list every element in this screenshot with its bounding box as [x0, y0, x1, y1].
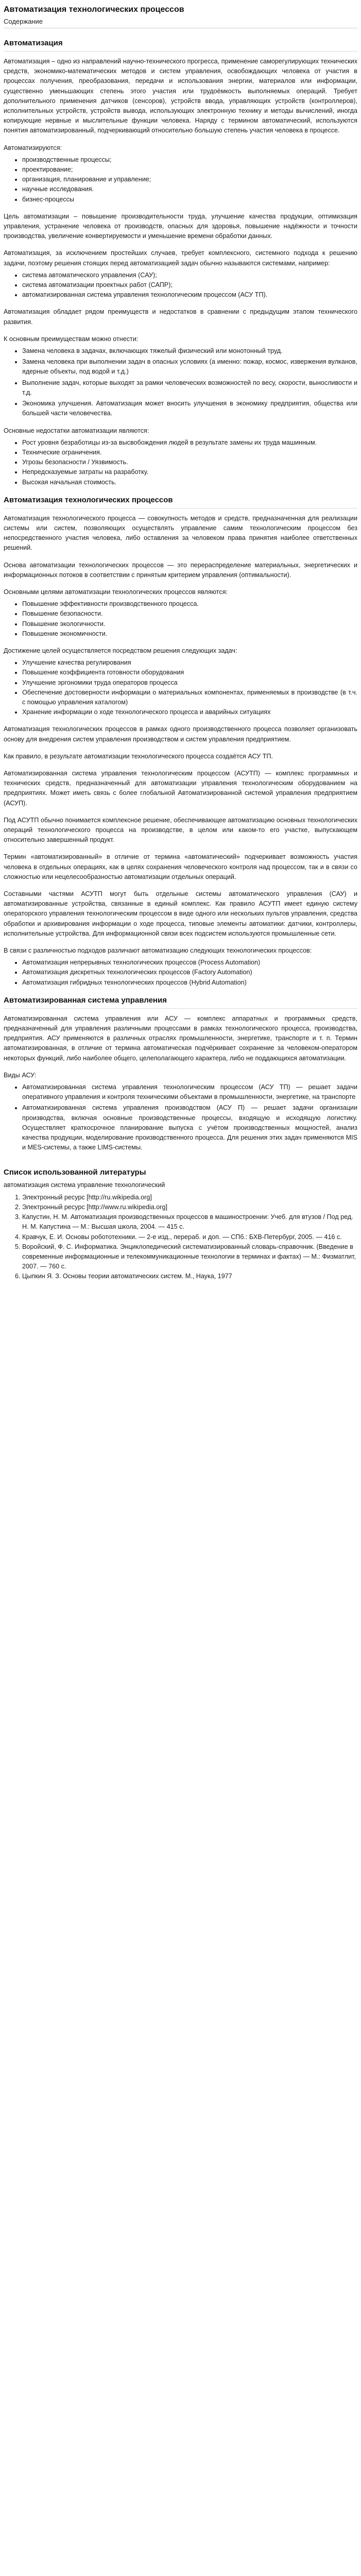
section-automation: [4, 38, 357, 487]
paragraph: Термин «автоматизированный» в отличие от термина «автоматический» подчеркивает возможность участия человека в отдельных операциях, как в целях сохранения человеческого контроля над процессом, так и в связи со сложностью или нецелесообразностью автоматизации отдельных операций.: [4, 853, 357, 880]
paragraph: Основа автоматизации технологических процессов — это перераспределение материальных, энергетических и информационных потоков в соответствии с принятым критерием управления (оптимальности).: [4, 561, 357, 579]
document-title: Автоматизация технологических процессов: [4, 5, 184, 14]
paragraph: Достижение целей осуществляется посредством решения следующих задач:: [4, 647, 237, 654]
reference-item: 1. Электронный ресурс [http://ru.wikipedia.org]: [22, 1193, 357, 1202]
paragraph: Автоматизация обладает рядом преимуществ и недостатков в сравнении с предыдущим этапом технического развития.: [4, 308, 357, 326]
list-item: • Непредсказуемые затраты на разработку.: [22, 467, 357, 477]
section-title: Автоматизация: [4, 39, 63, 47]
reference-item: 3. Капустин, Н. М. Автоматизация производственных процессов в машиностроении: Учеб. для втузов / Под ред. Н. М. Капустина — М.: Высшая школа, 2004. — 415 с.: [22, 1212, 357, 1232]
section-title: Автоматизированная система управления: [4, 995, 167, 1005]
list-item: • Улучшение эргономики труда операторов процесса: [22, 678, 357, 688]
bullet-list: [4, 958, 357, 988]
bullet-list: [4, 438, 357, 487]
bullet-list: [4, 270, 357, 300]
paragraph: В связи с различностью подходов различают автоматизацию следующих технологических процессов:: [4, 947, 312, 955]
list-item: • Автоматизированная система управления технологическим процессом (АСУ ТП) — решает задачи оперативного управления и контроля техническими объектами в промышленности, энергетике, на транспорте: [22, 1082, 357, 1102]
list-item: • научные исследования.: [22, 184, 357, 194]
paragraph: Автоматизация, за исключением простейших случаев, требует комплексного, системного подхода к решению задачи, поэтому решения стоящих перед автоматизацией задач обычно называются системами, например:: [4, 249, 357, 267]
list-item: • Экономика улучшения. Автоматизация может вносить улучшения в экономику предприятия, общества или большей части человечества.: [22, 399, 357, 418]
section-title: Автоматизация технологических процессов: [4, 495, 173, 504]
reference-item: 6. Цыпкин Я. З. Основы теории автоматических систем. М., Наука, 1977: [22, 1272, 357, 1281]
paragraph: Под АСУТП обычно понимается комплексное решение, обеспечивающее автоматизацию основных технологических операций технологического процесса на производстве, в целом или каком-то его участке, выпускающем относительно завершенный продукт.: [4, 816, 357, 844]
list-item: • проектирование;: [22, 165, 357, 175]
section-rule: [4, 1008, 357, 1009]
list-item: • Повышение безопасности.: [22, 609, 357, 619]
list-item: • система автоматизации проектных работ (САПР);: [22, 280, 357, 290]
list-item: • Повышение экологичности.: [22, 619, 357, 629]
paragraph: Составными частями АСУТП могут быть отдельные системы автоматического управления (САУ) и автоматизированные устройства, связанные в единый комплекс. Как правило АСУТП имеет единую систему операторского управления технологическим процессом в виде одного или нескольких пультов управления, средства обработки и архивирования информации о ходе процесса, типовые элементы автоматики: датчики, контроллеры, исполнительные устройства. Для информационной связи всех подсистем используются промышленные сети.: [4, 890, 357, 937]
list-item: • Хранение информации о ходе технологического процесса и аварийных ситуациях: [22, 707, 357, 717]
list-item: • Автоматизация гибридных технологических процессов (Hybrid Automation): [22, 978, 357, 988]
list-item: • Автоматизированная система управления производством (АСУ П) — решает задачи организации производства, включая основные производственные процессы, входящую и исходящую логистику. Осуществляет краткосрочное планирование выпуска с учётом производственных мощностей, анализ качества продукции, моделирование производственного процесса. Для решения этих задач применяются MIS и MES-системы, а также LIMS-системы.: [22, 1103, 357, 1153]
paragraph: Автоматизируются:: [4, 144, 62, 151]
list-item: • Улучшение качества регулирования: [22, 658, 357, 668]
section-rule: [4, 508, 357, 509]
list-item: • производственные процессы;: [22, 155, 357, 165]
toc-link[interactable]: Содержание: [4, 18, 43, 25]
bullet-list: [4, 658, 357, 717]
list-item: • Замена человека в задачах, включающих тяжелый физический или монотонный труд.: [22, 346, 357, 356]
list-item: • Повышение коэффициента готовности оборудования: [22, 668, 357, 677]
list-item: • автоматизированная система управления технологическим процессом (АСУ ТП).: [22, 290, 357, 300]
section-references: [4, 1167, 357, 1281]
list-item: • бизнес-процессы: [22, 195, 357, 205]
list-item: • Повышение экономичности.: [22, 629, 357, 639]
spacer: [4, 1160, 357, 1167]
paragraph: Автоматизация технологических процессов в рамках одного производственного процесса позволяет организовать основу для внедрения систем управления производством и систем управления предприятием.: [4, 725, 357, 743]
paragraph: Автоматизированная система управления или АСУ — комплекс аппаратных и программных средств, предназначенный для управления различными процессами в рамках технологического процесса, производства, предприятия. АСУ применяются в различных отраслях промышленности, энергетике, транспорте и т. п. Термин автоматизированная, в отличие от термина автоматическая подчёркивает сохранение за человеком-оператором некоторых функций, либо наиболее общего, целеполагающего характера, либо не поддающихся автоматизации.: [4, 1014, 357, 1062]
references-list: [4, 1193, 357, 1282]
list-item: • Обеспечение достоверности информации о материальных компонентах, применяемых в производстве (в т.ч. с помощью управления каталогом): [22, 688, 357, 707]
bullet-list: [4, 346, 357, 418]
section-rule: [4, 51, 357, 52]
paragraph: Цель автоматизации – повышение производительности труда, улучшение качества продукции, оптимизация управления, устранение человека от производств, опасных для здоровья, повышение надёжности и точности производства, увеличение конвертируемости и уменьшение времени обработки данных.: [4, 212, 357, 240]
reference-item: 4. Кравчук, Е. И. Основы робототехники. — 2-е изд., перераб. и доп. — СПб.: БХВ-Петербург, 2005. — 416 с.: [22, 1232, 357, 1242]
list-item: • Замена человека при выполнении задач в опасных условиях (а именно: пожар, космос, извержения вулканов, ядерные объекты, под водой и т.д.): [22, 357, 357, 377]
bullet-list: [4, 599, 357, 639]
paragraph: Как правило, в результате автоматизации технологического процесса создаётся АСУ ТП.: [4, 752, 273, 760]
list-item: • Автоматизация дискретных технологических процессов (Factory Automation): [22, 968, 357, 977]
list-item: • Угрозы безопасности / Уязвимость.: [22, 457, 357, 467]
paragraph: Автоматизация технологического процесса — совокупность методов и средств, предназначенная для реализации системы или систем, позволяющих осуществлять управление самим технологическим процессом без непосредственного участия человека, либо оставления за человеком права принятия наиболее ответственных решений.: [4, 514, 357, 552]
document-header: [4, 0, 357, 15]
section-process-automation: [4, 495, 357, 988]
list-item: • система автоматического управления (САУ);: [22, 270, 357, 280]
list-item: • Технические ограничения.: [22, 448, 357, 457]
section-acs: [4, 995, 357, 1153]
list-item: • организация, планирование и управление;: [22, 175, 357, 184]
bullet-list: [4, 1082, 357, 1153]
list-item: • Выполнение задач, которые выходят за рамки человеческих возможностей по весу, скорости, выносливости и т.д.: [22, 378, 357, 398]
paragraph: К основным преимуществам можно отнести:: [4, 335, 139, 343]
paragraph: Автоматизация – одно из направлений научно-технического прогресса, применение саморегулирующих технических средств, экономико-математических методов и систем управления, освобождающих человека от участия в процессах получения, преобразования, передачи и использования энергии, материалов или информации, существенно уменьшающих степень этого участия или трудоёмкость выполняемых операций. Требует дополнительного применения датчиков (сенсоров), устройств ввода, управляющих устройств (контроллеров), исполнительных устройств, устройств вывода, использующих электронную технику и методы вычислений, иногда копирующие нервные и мыслительные функции человека. Наряду с термином автоматический, используются понятия автоматизированный, подчеркивающий относительно большую степень участия человека в процессе.: [4, 58, 357, 134]
bullet-list: [4, 155, 357, 205]
paragraph: Основные недостатки автоматизации являются:: [4, 427, 149, 434]
references-subtitle: автоматизация система управление технологический: [4, 1181, 165, 1189]
references-title: Список использованной литературы: [4, 1168, 146, 1177]
list-item: • Высокая начальная стоимость.: [22, 478, 357, 487]
list-item: • Рост уровня безработицы из-за высвобождения людей в результате замены их труда машинным.: [22, 438, 357, 448]
reference-item: 5. Воройский, Ф. С. Информатика. Энциклопедический систематизированный словарь-справочник. (Введение в современные информационные и телекоммуникационные технологии в терминах и фактах) — М.: Физматлит, 2007. — 760 с.: [22, 1242, 357, 1272]
list-item: • Автоматизация непрерывных технологических процессов (Process Automation): [22, 958, 357, 968]
paragraph: Основными целями автоматизации технологических процессов являются:: [4, 588, 228, 596]
list-item: • Повышение эффективности производственного процесса.: [22, 599, 357, 609]
paragraph: Автоматизированная система управления технологическим процессом (АСУТП) — комплекс программных и технических средств, предназначенный для автоматизации управления технологическим оборудованием на предприятиях. Может иметь связь с более глобальной Автоматизированной системой управления предприятием (АСУП).: [4, 769, 357, 807]
paragraph: Виды АСУ:: [4, 1071, 37, 1079]
reference-item: 2. Электронный ресурс [http://www.ru.wikipedia.org]: [22, 1202, 357, 1212]
